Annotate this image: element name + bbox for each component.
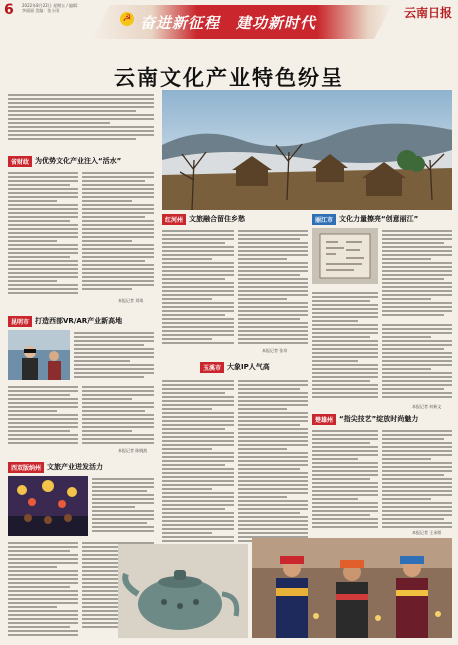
article-text bbox=[82, 384, 154, 446]
intro-text bbox=[8, 92, 154, 150]
section-title: 为优势文化产业注入“活水” bbox=[35, 157, 122, 165]
article-text bbox=[162, 378, 234, 550]
section-title: 打造西部VR/AR产业新高地 bbox=[35, 317, 123, 325]
page-headline: 云南文化产业特色纷呈 bbox=[114, 66, 344, 90]
newspaper-brand: 云南日报 bbox=[403, 6, 452, 20]
article-text bbox=[74, 330, 154, 380]
byline: 本报记者 刘琦 bbox=[118, 298, 144, 303]
section-tag: 昆明市 bbox=[8, 316, 32, 327]
section-header-finance bbox=[8, 156, 121, 166]
banner-title: 奋进新征程 建功新时代 bbox=[140, 14, 317, 32]
yi-embroidery-women-photo bbox=[252, 538, 452, 638]
byline: 本报记者 何新文 bbox=[412, 404, 442, 409]
village-landscape-photo bbox=[162, 90, 452, 210]
party-emblem-icon: ☭ bbox=[120, 12, 134, 26]
section-title: 大象IP人气高 bbox=[227, 363, 270, 371]
article-text bbox=[82, 170, 154, 296]
pottery-teapot-photo bbox=[118, 544, 248, 638]
section-header-chuxiong bbox=[312, 414, 418, 424]
article-text bbox=[312, 290, 378, 402]
article-text bbox=[382, 428, 452, 530]
page-number: 6 bbox=[4, 2, 14, 18]
article-text bbox=[382, 322, 452, 402]
section-title: 文旅融合留住乡愁 bbox=[189, 215, 246, 223]
dongba-script-photo bbox=[312, 228, 378, 284]
section-header-kunming bbox=[8, 316, 122, 326]
vr-exhibition-photo bbox=[8, 330, 70, 380]
byline: 本报记者 王承朋 bbox=[412, 530, 442, 535]
article-text bbox=[8, 540, 78, 638]
article-text bbox=[238, 378, 308, 550]
section-title: 文化力量擦亮“创意丽江” bbox=[339, 215, 419, 223]
byline: 本报记者 陈晓波 bbox=[118, 448, 148, 453]
section-tag: 西双版纳州 bbox=[8, 462, 44, 473]
article-text bbox=[162, 228, 234, 346]
article-text bbox=[312, 428, 378, 530]
article-text bbox=[382, 228, 452, 318]
section-header-honghe bbox=[162, 214, 245, 224]
section-tag: 丽江市 bbox=[312, 214, 336, 225]
section-tag: 省财政 bbox=[8, 156, 32, 167]
section-title: 文旅产业迸发活力 bbox=[47, 463, 104, 471]
page-meta: 2022年8月22日 星期五 / 编辑：李丽丽 美编：张小雨 bbox=[22, 3, 81, 13]
section-header-yuxi bbox=[200, 362, 270, 372]
article-text bbox=[8, 170, 78, 296]
festival-night-photo bbox=[8, 476, 88, 536]
byline: 本报记者 张寿 bbox=[262, 348, 288, 353]
section-title: “指尖技艺”绽放时尚魅力 bbox=[339, 415, 419, 423]
article-text bbox=[238, 228, 308, 346]
section-tag: 红河州 bbox=[162, 214, 186, 225]
section-header-xishuangbanna bbox=[8, 462, 103, 472]
section-header-lijiang bbox=[312, 214, 418, 224]
article-text bbox=[8, 384, 78, 446]
section-tag: 楚雄州 bbox=[312, 414, 336, 425]
section-tag: 玉溪市 bbox=[200, 362, 224, 373]
article-text bbox=[92, 476, 154, 536]
